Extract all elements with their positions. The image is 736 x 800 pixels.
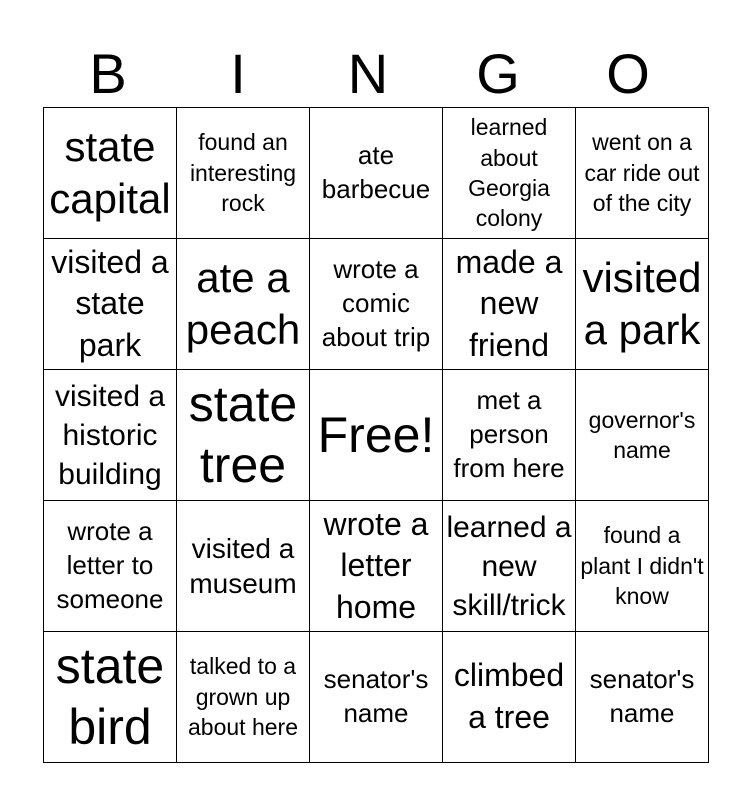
bingo-cell: went on a car ride out of the city — [576, 108, 709, 239]
bingo-cell: learned a new skill/trick — [443, 501, 576, 632]
header-letter-g: G — [476, 42, 520, 105]
free-space: Free! — [310, 370, 443, 501]
bingo-cell: governor's name — [576, 370, 709, 501]
bingo-cell: ate a peach — [177, 239, 310, 370]
board-row-5 — [44, 632, 709, 763]
header-letter-i: I — [230, 42, 246, 105]
bingo-cell: visited a park — [576, 239, 709, 370]
bingo-cell: learned about Georgia colony — [443, 108, 576, 239]
board-row-1 — [44, 108, 709, 239]
bingo-cell: found an interesting rock — [177, 108, 310, 239]
bingo-cell: visited a historic building — [44, 370, 177, 501]
bingo-cell: talked to a grown up about here — [177, 632, 310, 763]
bingo-cell: climbed a tree — [443, 632, 576, 763]
bingo-cell: senator's name — [576, 632, 709, 763]
header-letter-o: O — [606, 42, 650, 105]
bingo-header — [43, 40, 693, 108]
bingo-cell: met a person from here — [443, 370, 576, 501]
bingo-cell: wrote a letter home — [310, 501, 443, 632]
bingo-cell: state tree — [177, 370, 310, 501]
bingo-cell: wrote a comic about trip — [310, 239, 443, 370]
bingo-cell: state capital — [44, 108, 177, 239]
bingo-cell: visited a museum — [177, 501, 310, 632]
header-letter-n: N — [347, 42, 389, 105]
board-row-3 — [44, 370, 709, 501]
header-letter-b: B — [89, 42, 127, 105]
bingo-cell: senator's name — [310, 632, 443, 763]
bingo-cell: wrote a letter to someone — [44, 501, 177, 632]
bingo-cell: found a plant I didn't know — [576, 501, 709, 632]
bingo-cell: ate barbecue — [310, 108, 443, 239]
board-row-2 — [44, 239, 709, 370]
bingo-board — [43, 107, 709, 763]
board-row-4 — [44, 501, 709, 632]
bingo-cell: visited a state park — [44, 239, 177, 370]
bingo-cell: made a new friend — [443, 239, 576, 370]
bingo-cell: state bird — [44, 632, 177, 763]
